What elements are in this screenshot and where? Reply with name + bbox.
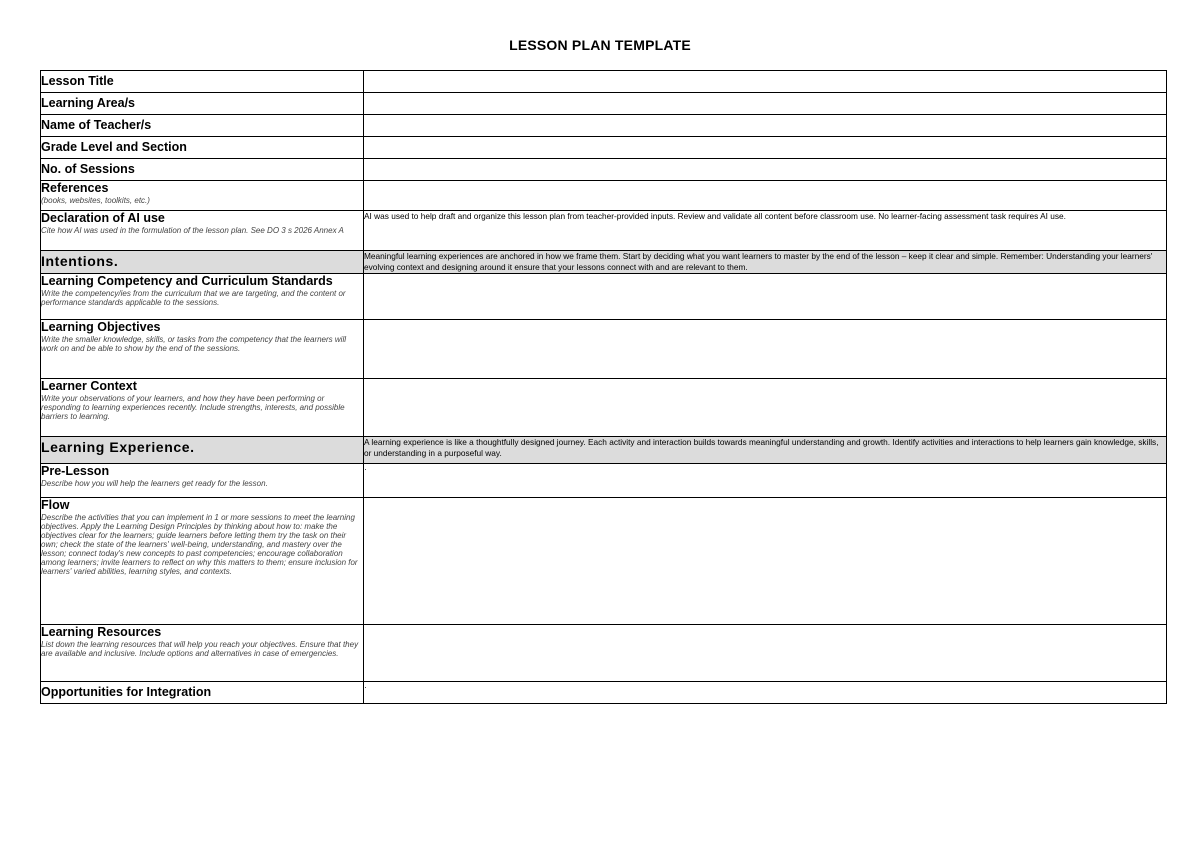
- label-cell: [41, 682, 364, 704]
- section-description: A learning experience is like a thoughtfully designed journey. Each activity and interaction builds towards meaningful understanding and growth. Identify activities and interactions to help learners gain knowledge, skills, or understanding in a purposeful way.: [364, 437, 1159, 458]
- section-label-cell: [41, 251, 364, 274]
- competency-field[interactable]: [364, 274, 1167, 320]
- section-description: Meaningful learning experiences are anchored in how we frame them. Start by deciding what you want learners to master by the end of the lesson – keep it clear and simple. Remember: Understanding your learners' evolving context and designing around it ensure that your lessons connect with and are relevant to them.: [364, 251, 1153, 272]
- objectives-field[interactable]: [364, 320, 1167, 379]
- sessions-field[interactable]: [364, 159, 1167, 181]
- learning-area-field[interactable]: [364, 93, 1167, 115]
- section-intentions: [41, 251, 1167, 274]
- label-cell: [41, 181, 364, 211]
- label-cell: [41, 498, 364, 625]
- page-title: LESSON PLAN TEMPLATE: [509, 37, 691, 53]
- row-pre-lesson: [41, 464, 1167, 498]
- row-hint: Write the smaller knowledge, skills, or tasks from the competency that the learners will work on and be able to show by the end of the sessions.: [41, 335, 347, 353]
- row-objectives: [41, 320, 1167, 379]
- row-hint: List down the learning resources that will help you reach your objectives. Ensure that they are available and inclusive. Include options and alternatives in case of emergencies.: [41, 640, 359, 658]
- row-value: AI was used to help draft and organize this lesson plan from teacher-provided inputs. Review and validate all content before classroom use. No learner-facing assessment task requires AI use.: [364, 211, 1066, 221]
- row-label: Learner Context: [41, 379, 137, 393]
- row-label: No. of Sessions: [41, 162, 135, 176]
- row-hint: Cite how AI was used in the formulation of the lesson plan. See DO 3 s 2026 Annex A: [41, 226, 344, 235]
- row-resources: [41, 625, 1167, 682]
- row-label: References: [41, 181, 109, 195]
- section-title: Learning Experience.: [41, 439, 195, 455]
- label-cell: [41, 625, 364, 682]
- integration-field[interactable]: [364, 682, 1167, 704]
- row-learning-area: [41, 93, 1167, 115]
- row-label: Learning Area/s: [41, 96, 136, 110]
- row-lesson-title: [41, 71, 1167, 93]
- learner-context-field[interactable]: [364, 379, 1167, 437]
- label-cell: [41, 93, 364, 115]
- section-description-cell: [364, 251, 1167, 274]
- row-label: Name of Teacher/s: [41, 118, 152, 132]
- references-field[interactable]: [364, 181, 1167, 211]
- row-label: Flow: [41, 498, 70, 512]
- label-cell: [41, 159, 364, 181]
- flow-field[interactable]: [364, 498, 1167, 625]
- row-label: Learning Resources: [41, 625, 162, 639]
- row-hint: Write the competency/ies from the curriculum that we are targeting, and the content or performance standards applicable to the sessions.: [41, 289, 346, 307]
- row-hint: Describe how you will help the learners get ready for the lesson.: [41, 479, 268, 488]
- row-label: Learning Objectives: [41, 320, 161, 334]
- row-value: ·: [364, 464, 367, 474]
- lesson-plan-table: [40, 70, 1167, 704]
- section-description-cell: [364, 437, 1167, 464]
- label-cell: [41, 137, 364, 159]
- row-hint: Write your observations of your learners, and how they have been performing or responding to learning experiences recently. Include strengths, interests, and possible barriers to learning.: [41, 394, 345, 421]
- row-label: Lesson Title: [41, 74, 114, 88]
- teacher-field[interactable]: [364, 115, 1167, 137]
- section-learning-experience: [41, 437, 1167, 464]
- grade-level-field[interactable]: [364, 137, 1167, 159]
- row-hint: Describe the activities that you can implement in 1 or more sessions to meet the learning objectives. Apply the Learning Design Principles by thinking about how to: make the objectives clear for the learners; guide learners before letting them try the task on their own; check the state of the learners' well-being, understanding, and mastery over the lesson; connect today's new concepts to past competencies; encourage collaboration among learners; invite learners to reflect on why this matters to them; ensure inclusion for learners' varied abilities, learning styles, and contexts.: [41, 513, 358, 576]
- row-grade-level: [41, 137, 1167, 159]
- label-cell: [41, 379, 364, 437]
- row-references: [41, 181, 1167, 211]
- row-teacher: [41, 115, 1167, 137]
- label-cell: [41, 464, 364, 498]
- label-cell: [41, 320, 364, 379]
- resources-field[interactable]: [364, 625, 1167, 682]
- label-cell: [41, 115, 364, 137]
- row-integration: [41, 682, 1167, 704]
- row-label: Learning Competency and Curriculum Standards: [41, 274, 333, 288]
- row-ai-use: [41, 211, 1167, 251]
- label-cell: [41, 71, 364, 93]
- row-label: Pre-Lesson: [41, 464, 110, 478]
- row-label: Opportunities for Integration: [41, 685, 212, 699]
- row-value: ·: [364, 682, 367, 692]
- row-label: Grade Level and Section: [41, 140, 187, 154]
- row-sessions: [41, 159, 1167, 181]
- lesson-title-field[interactable]: [364, 71, 1167, 93]
- ai-use-field[interactable]: [364, 211, 1167, 251]
- row-learner-context: [41, 379, 1167, 437]
- label-cell: [41, 274, 364, 320]
- row-flow: [41, 498, 1167, 625]
- section-title: Intentions.: [41, 253, 119, 269]
- section-label-cell: [41, 437, 364, 464]
- pre-lesson-field[interactable]: [364, 464, 1167, 498]
- label-cell: [41, 211, 364, 251]
- row-competency: [41, 274, 1167, 320]
- row-label: Declaration of AI use: [41, 211, 165, 225]
- row-hint: (books, websites, toolkits, etc.): [41, 196, 150, 205]
